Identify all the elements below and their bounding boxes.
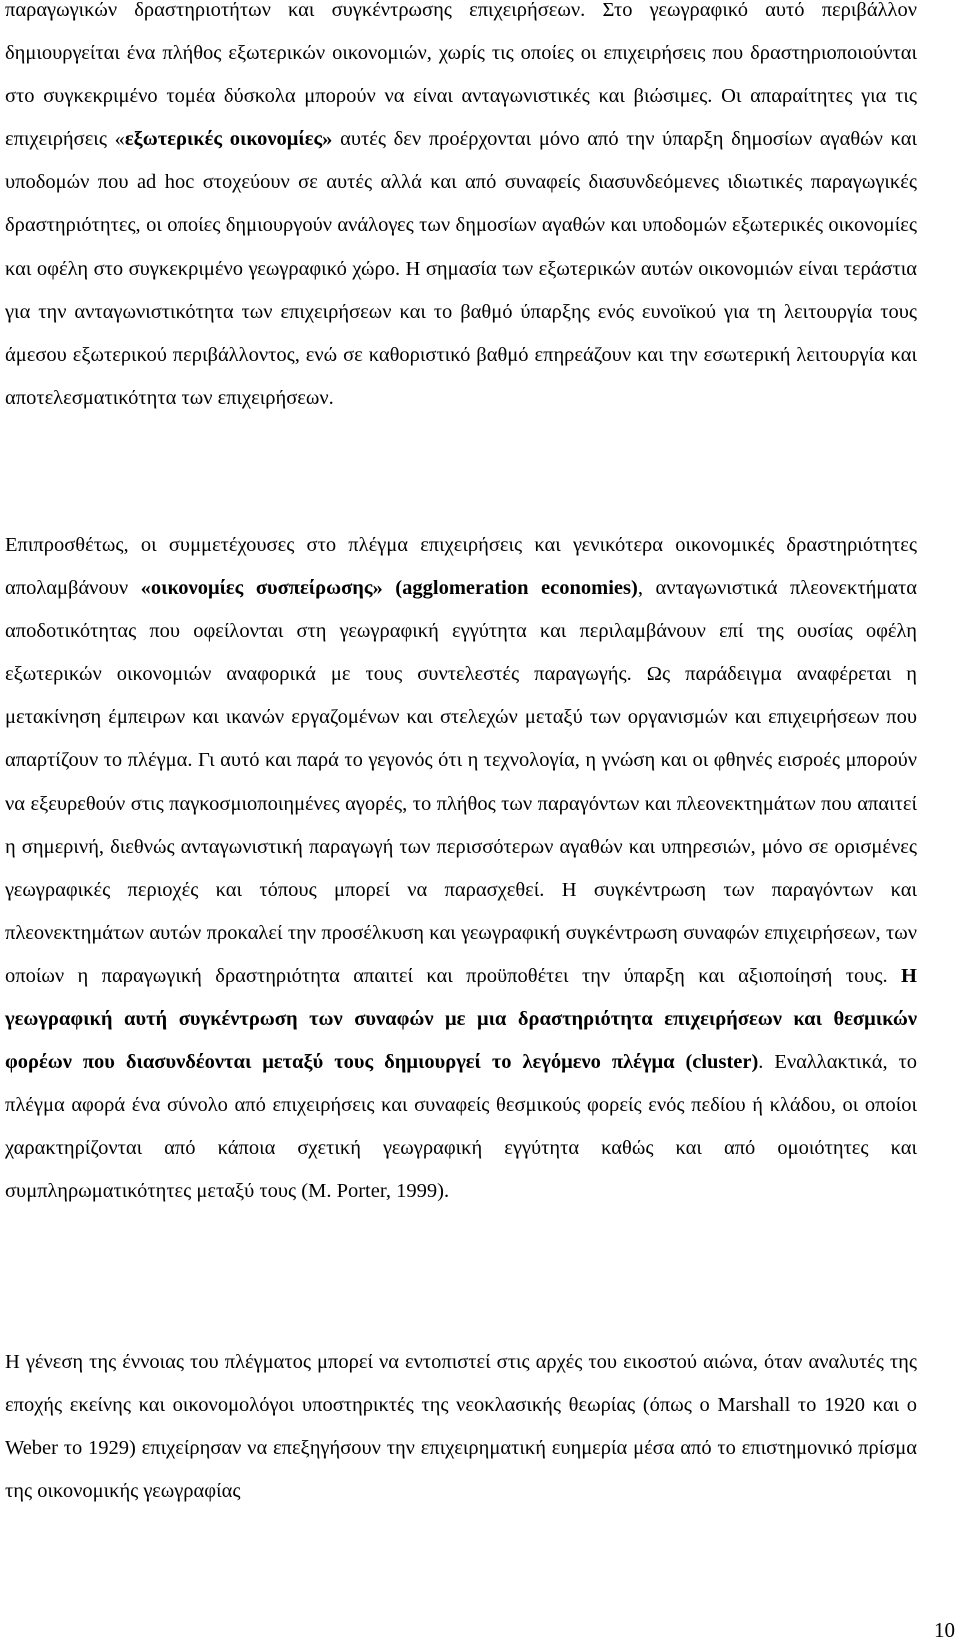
page-number: 10 (934, 1618, 955, 1642)
paragraph-agglomeration-economies (5, 524, 917, 1214)
text-segment: . Εναλλακτικά, το πλέγμα αφορά ένα σύνολο από επιχειρήσεις και συναφείς θεσμικούς φορείς ενός πεδίου ή κλάδου, οι οποίοι χαρακτηρίζονται από κάποια σχετική γεωγραφική εγγύτητα καθώς και από ομοιότητες και συμπληρωματικότητες μεταξύ τους (M. Porter, 1999). (5, 1051, 917, 1203)
bold-term-agglomeration-economies: «οικονομίες συσπείρωσης» (agglomeration economies) (140, 577, 638, 600)
text-segment: αυτές δεν προέρχονται μόνο από την ύπαρξη δημοσίων αγαθών και υποδομών που ad hoc στοχεύουν σε αυτές αλλά και από συναφείς διασυνδεόμενες ιδιωτικές παραγωγικές δραστηριότητες, οι οποίες δημιουργούν ανάλογες των δημοσίων αγαθών και υποδομών εξωτερικές οικονομίες και οφέλη στο συγκεκριμένο γεωγραφικό χώρο. Η σημασία των εξωτερικών αυτών οικονομιών είναι τεράστια για την ανταγωνιστικότητα των επιχειρήσεων και το βαθμό ύπαρξης ενός ευνοϊκού για τη λειτουργία τους άμεσου εξωτερικού περιβάλλοντος, ενώ σε καθοριστικό βαθμό επηρεάζουν και την εσωτερική λειτουργία και αποτελεσματικότητα των επιχειρήσεων. (5, 128, 917, 409)
paragraph-external-economies (5, 0, 917, 420)
text-segment: παραγωγικών δραστηριοτήτων και συγκέντρωσης επιχειρήσεων. Στο γεωγραφικό αυτό περιβάλλον δημιουργείται ένα πλήθος εξωτερικών οικονομιών, χωρίς τις οποίες οι επιχειρήσεις που δραστηριοποιούνται στο συγκεκριμένο τομέα δύσκολα μπορούν να είναι ανταγωνιστικές και βιώσιμες. Οι απαραίτητες για τις επιχειρήσεις « (5, 0, 917, 151)
bold-cluster-definition: Η γεωγραφική αυτή συγκέντρωση των συναφών με μια δραστηριότητα επιχειρήσεων και θεσμικών φορέων που διασυνδέονται μεταξύ τους δημιουργεί το λεγόμενο πλέγμα (cluster) (5, 964, 917, 1074)
text-segment: , ανταγωνιστικά πλεονεκτήματα αποδοτικότητας που οφείλονται στη γεωγραφική εγγύτητα και περιλαμβάνουν επί της ουσίας οφέλη εξωτερικών οικονομιών αναφορικά με τους συντελεστές παραγωγής. Ως παράδειγμα αναφέρεται η μετακίνηση έμπειρων και ικανών εργαζομένων και στελεχών μεταξύ των οργανισμών και επιχειρήσεων που απαρτίζουν το πλέγμα. Γι αυτό και παρά το γεγονός ότι η τεχνολογία, η γνώση και οι φθηνές εισροές μπορούν να εξευρεθούν στις παγκοσμιοποιημένες αγορές, το πλήθος των παραγόντων και πλεονεκτημάτων που απαιτεί η σημερινή, διεθνώς ανταγωνιστική παραγωγή των περισσότερων αγαθών και υπηρεσιών, μόνο σε ορισμένες γεωγραφικές περιοχές και τόπους μπορεί να παρασχεθεί. Η συγκέντρωση των παραγόντων και πλεονεκτημάτων αυτών προκαλεί την προσέλκυση και γεωγραφική συγκέντρωση συναφών επιχειρήσεων, των οποίων η παραγωγική δραστηριότητα απαιτεί και προϋποθέτει την ύπαρξη και αξιοποίησή τους. (5, 577, 918, 987)
paragraph-cluster-origins (5, 1341, 917, 1513)
text-segment: Επιπροσθέτως, οι συμμετέχουσες στο πλέγμα επιχειρήσεις και γενικότερα οικονομικές δραστηριότητες απολαμβάνουν (5, 534, 917, 600)
text-segment: Η γένεση της έννοιας του πλέγματος μπορεί να εντοπιστεί στις αρχές του εικοστού αιώνα, όταν αναλυτές της εποχής εκείνης και οικονομολόγοι υποστηρικτές της νεοκλασικής θεωρίας (όπως ο Marshall το 1920 και ο Weber το 1929) επιχείρησαν να επεξηγήσουν την επιχειρηματική ευημερία μέσα από το επιστημονικό πρίσμα της οικονομικής γεωγραφίας (5, 1351, 917, 1503)
bold-term-external-economies: εξωτερικές οικονομίες» (124, 128, 333, 151)
